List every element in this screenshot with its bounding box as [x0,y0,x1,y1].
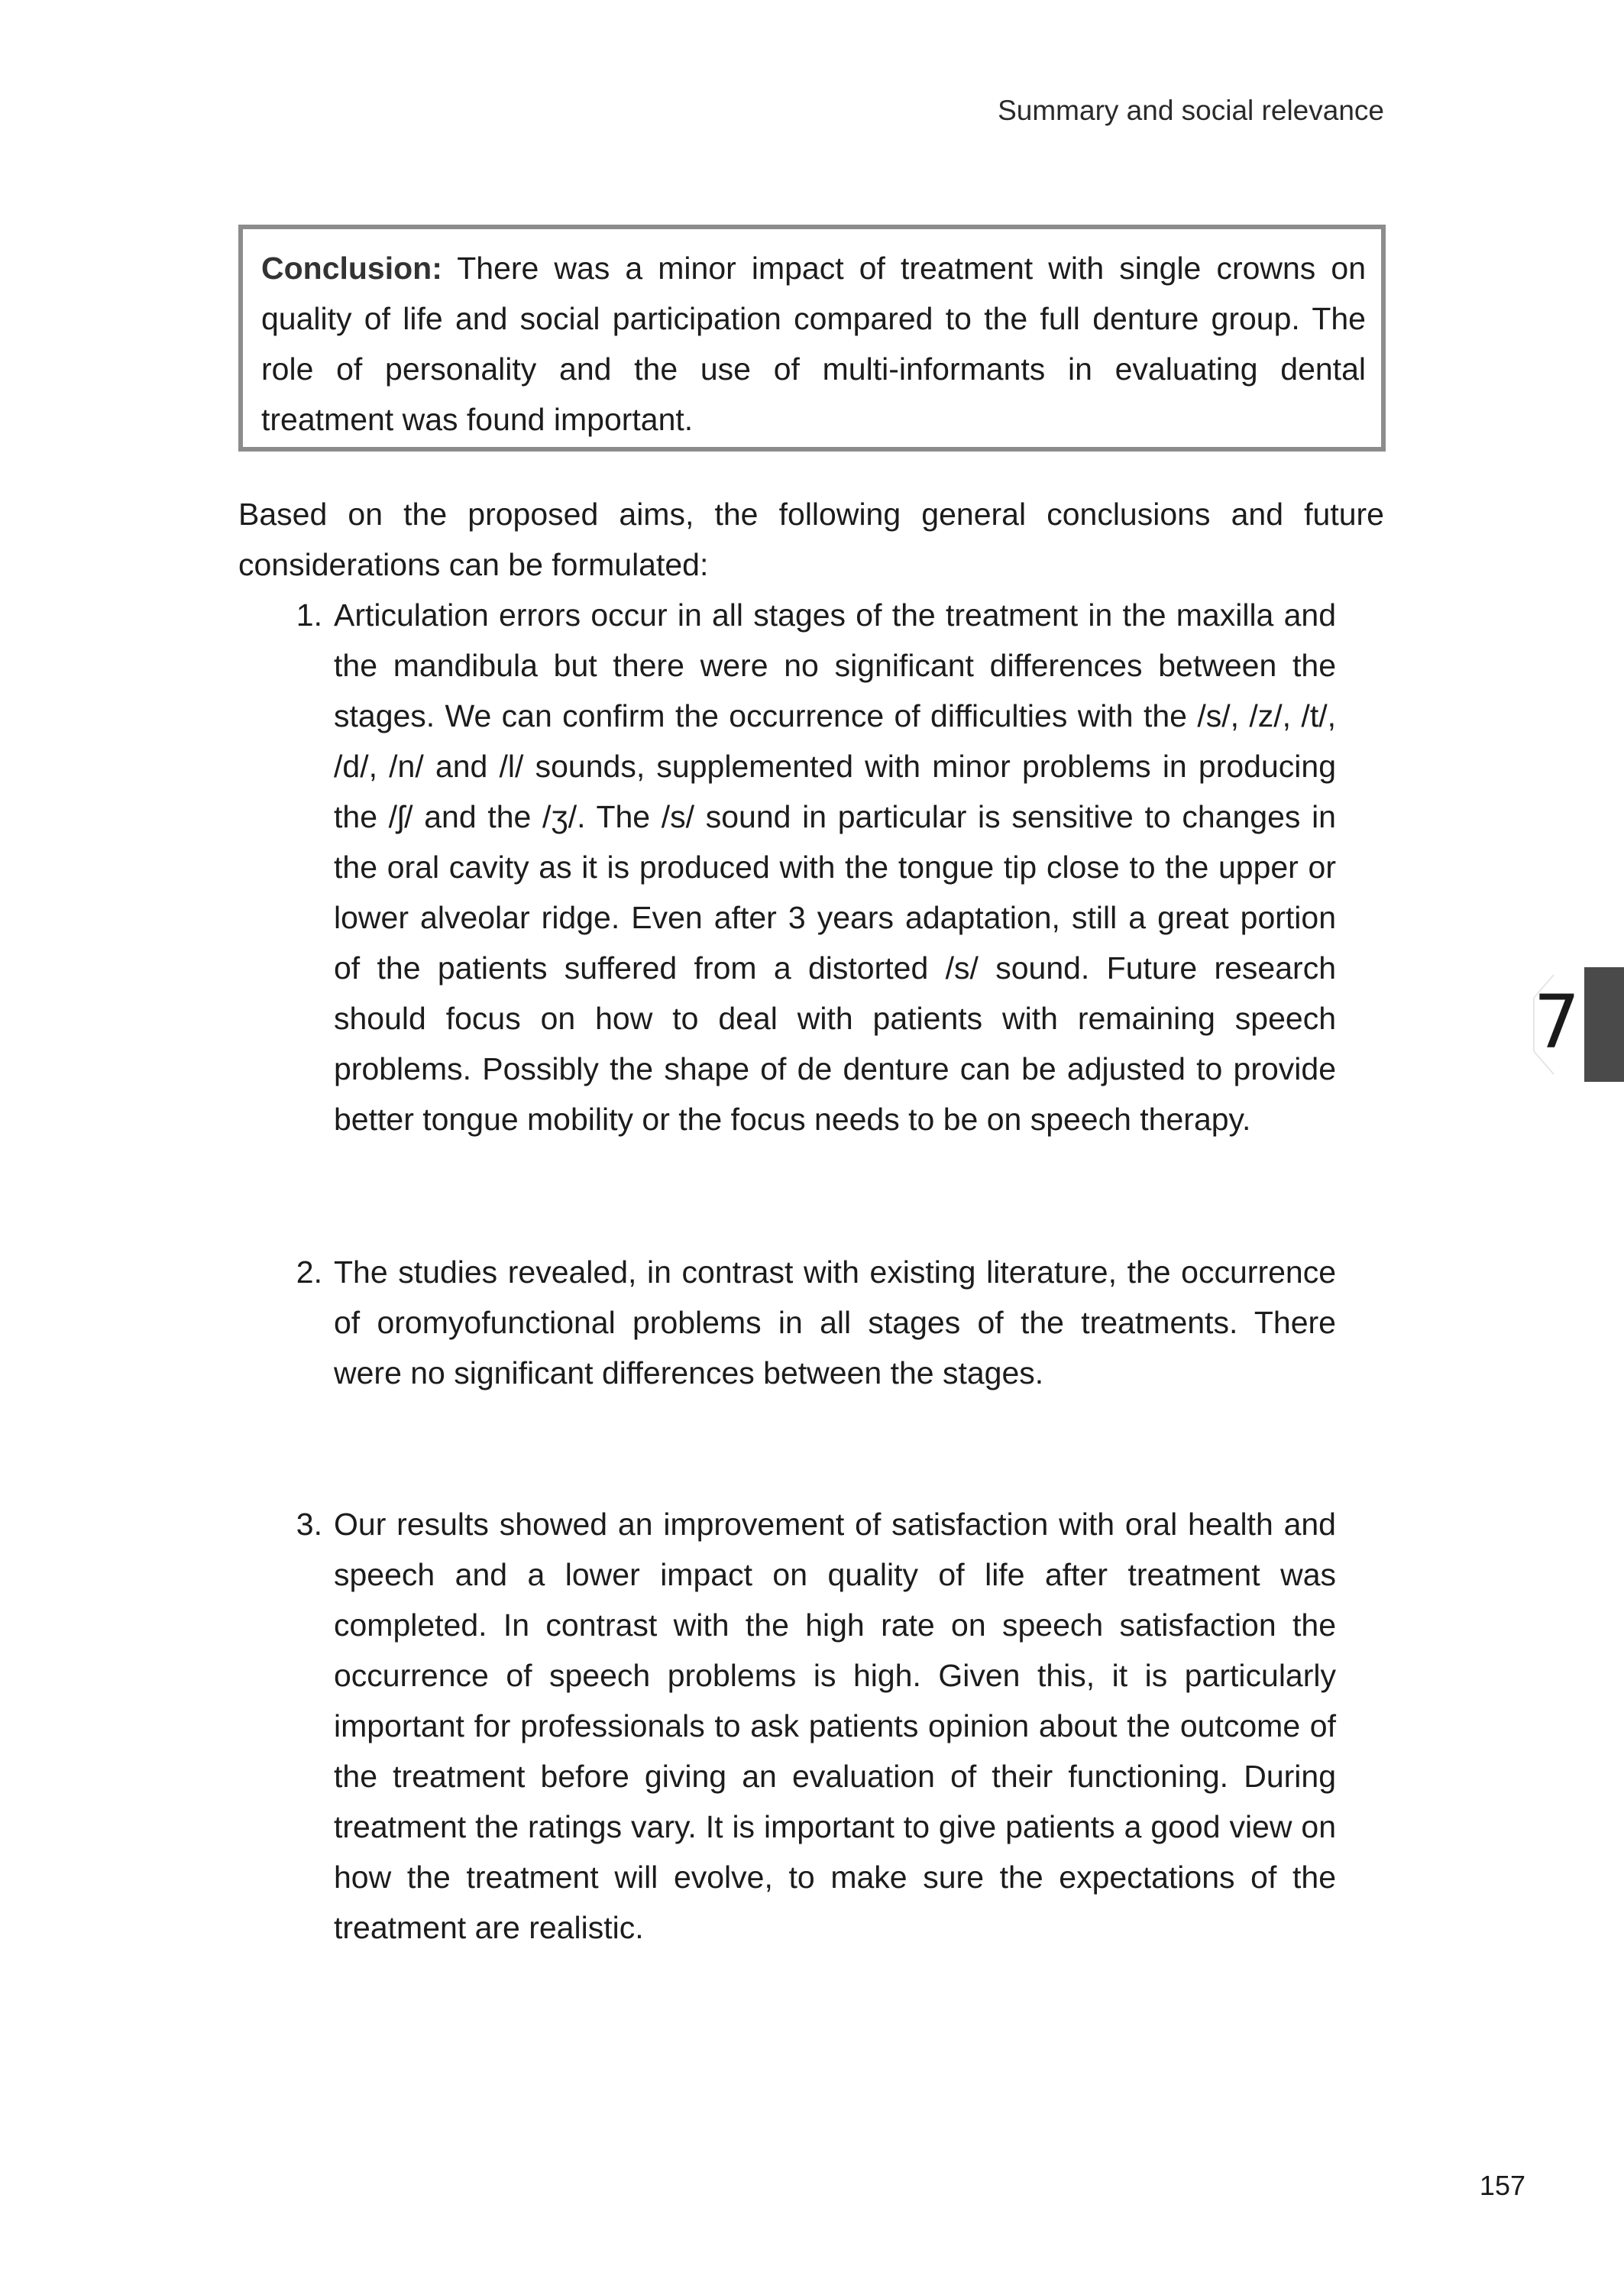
chapter-thumb-tab [1584,967,1624,1082]
list-item-number: 1. [296,597,322,633]
list-item-number: 2. [296,1254,322,1290]
intro-paragraph: Based on the proposed aims, the following general conclusions and future considerations can be formulated: [238,497,1384,582]
conclusion-label: Conclusion: [261,251,442,286]
list-item-number: 3. [296,1507,322,1542]
list-item-text: Our results showed an improvement of satisfaction with oral health and speech and a lower impact on quality of life after treatment was completed. In contrast with the high rate on speech satisfaction the occurrence of speech problems is high. Given this, it is particularly important for professionals to ask patients opinion about the outcome of the treatment before giving an evaluation of their functioning. During treatment the ratings vary. It is important to give patients a good view on how the treatment will evolve, to make sure the expectations of the treatment are realistic. [334,1507,1336,1945]
list-item [296,1247,1336,1398]
conclusion-text: There was a minor impact of treatment with single crowns on quality of life and social participation compared to the full denture group. The role of personality and the use of multi-informants in evaluating dental treatment was found important. [261,251,1366,437]
running-header: Summary and social relevance [998,95,1384,126]
list-item [296,590,1336,1144]
conclusion-box [238,225,1386,452]
list-item-text: Articulation errors occur in all stages of the treatment in the maxilla and the mandibula but there were no significant differences between the stages. We can confirm the occurrence of difficulties with the /s/, /z/, /t/, /d/, /n/ and /l/ sounds, supplemented with minor problems in producing the /ʃ/ and the /ʒ/. The /s/ sound in particular is sensitive to changes in the oral cavity as it is produced with the tongue tip close to the upper or lower alveolar ridge. Even after 3 years adaptation, still a great portion of the patients suffered from a distorted /s/ sound. Future research should focus on how to deal with patients with remaining speech problems. Possibly the shape of de denture can be adjusted to provide better tongue mobility or the focus needs to be on speech therapy. [334,597,1336,1137]
chapter-number: 7 [1533,979,1580,1065]
page-number: 157 [1479,2170,1525,2201]
list-item [296,1499,1336,1953]
list-item-text: The studies revealed, in contrast with existing literature, the occurrence of oromyofunctional problems in all stages of the treatments. There were no significant differences between the stages. [334,1254,1336,1390]
